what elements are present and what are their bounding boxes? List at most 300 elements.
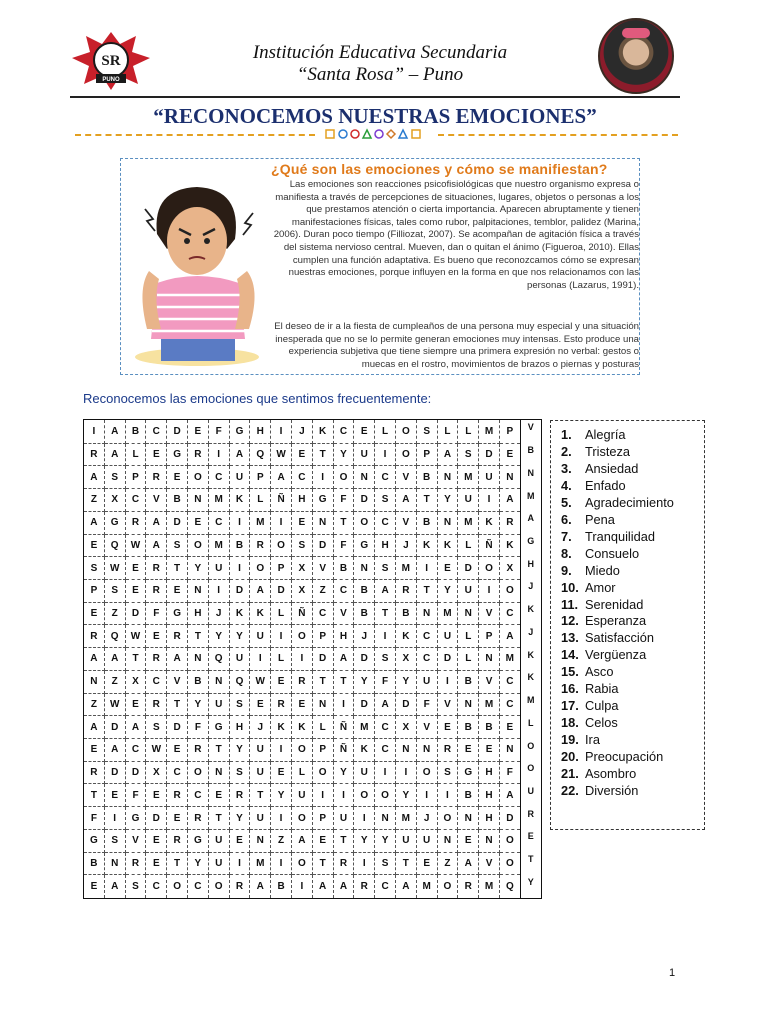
grid-cell[interactable]: Y xyxy=(333,761,354,784)
grid-cell[interactable]: B xyxy=(354,602,375,625)
grid-cell[interactable]: E xyxy=(229,829,250,852)
grid-cell[interactable]: W xyxy=(104,557,125,580)
grid-cell[interactable]: Q xyxy=(499,875,520,899)
grid-cell[interactable]: E xyxy=(84,875,105,899)
grid-cell[interactable]: Ñ xyxy=(479,534,500,557)
grid-cell[interactable]: O xyxy=(479,557,500,580)
grid-cell[interactable]: X xyxy=(395,648,416,671)
grid-cell[interactable]: Q xyxy=(208,648,229,671)
grid-cell[interactable]: L xyxy=(125,443,146,466)
grid-cell[interactable]: J xyxy=(416,807,437,830)
grid-cell[interactable]: N xyxy=(416,602,437,625)
grid-cell[interactable]: K xyxy=(416,534,437,557)
grid-cell[interactable]: N xyxy=(437,829,458,852)
grid-cell[interactable]: E xyxy=(167,807,188,830)
grid-cell[interactable]: B xyxy=(458,670,479,693)
grid-cell[interactable]: I xyxy=(291,648,312,671)
grid-cell[interactable]: X xyxy=(146,761,167,784)
grid-cell[interactable]: K xyxy=(312,420,333,444)
grid-cell[interactable]: Z xyxy=(84,693,105,716)
grid-cell[interactable]: T xyxy=(333,511,354,534)
grid-cell[interactable]: A xyxy=(146,511,167,534)
grid-cell[interactable]: S xyxy=(229,761,250,784)
grid-cell[interactable]: C xyxy=(333,579,354,602)
grid-cell[interactable]: B xyxy=(125,420,146,444)
grid-cell[interactable]: S xyxy=(125,875,146,899)
grid-cell[interactable]: E xyxy=(84,534,105,557)
grid-cell[interactable]: O xyxy=(271,534,292,557)
grid-cell[interactable]: I xyxy=(375,443,396,466)
grid-cell[interactable]: F xyxy=(333,534,354,557)
grid-cell[interactable]: U xyxy=(416,670,437,693)
grid-cell[interactable]: Z xyxy=(271,829,292,852)
grid-cell[interactable]: P xyxy=(499,420,520,444)
grid-cell[interactable]: R xyxy=(229,875,250,899)
grid-cell[interactable]: L xyxy=(312,716,333,739)
grid-cell[interactable]: T xyxy=(395,852,416,875)
grid-cell[interactable]: D xyxy=(354,489,375,512)
grid-cell[interactable]: Z xyxy=(104,670,125,693)
grid-cell[interactable]: N xyxy=(250,829,271,852)
grid-cell[interactable]: V xyxy=(479,852,500,875)
grid-cell[interactable]: A xyxy=(84,511,105,534)
grid-cell[interactable]: R xyxy=(187,443,208,466)
grid-cell[interactable]: M xyxy=(208,489,229,512)
grid-cell[interactable]: E xyxy=(499,716,520,739)
grid-cell[interactable]: E xyxy=(146,829,167,852)
grid-cell[interactable]: O xyxy=(291,852,312,875)
grid-cell[interactable]: A xyxy=(104,648,125,671)
grid-cell[interactable]: H xyxy=(250,420,271,444)
grid-cell[interactable]: M xyxy=(250,511,271,534)
grid-cell[interactable]: A xyxy=(499,625,520,648)
grid-cell[interactable]: E xyxy=(291,511,312,534)
grid-cell[interactable]: I xyxy=(416,557,437,580)
grid-cell[interactable]: Z xyxy=(104,602,125,625)
grid-cell[interactable]: U xyxy=(250,807,271,830)
grid-cell[interactable]: M xyxy=(250,852,271,875)
grid-cell[interactable]: R xyxy=(187,739,208,762)
grid-cell[interactable]: U xyxy=(458,489,479,512)
grid-cell[interactable]: E xyxy=(104,784,125,807)
grid-cell[interactable]: R xyxy=(333,852,354,875)
grid-cell[interactable]: U xyxy=(416,829,437,852)
grid-cell[interactable]: R xyxy=(229,784,250,807)
grid-cell[interactable]: I xyxy=(479,579,500,602)
grid-cell[interactable]: G xyxy=(208,716,229,739)
grid-cell[interactable]: S xyxy=(104,829,125,852)
grid-cell[interactable]: U xyxy=(250,739,271,762)
grid-cell[interactable]: U xyxy=(354,761,375,784)
grid-cell[interactable]: T xyxy=(375,602,396,625)
grid-cell[interactable]: V xyxy=(333,602,354,625)
grid-cell[interactable]: O xyxy=(250,557,271,580)
grid-cell[interactable]: G xyxy=(167,602,188,625)
grid-cell[interactable]: C xyxy=(416,648,437,671)
grid-cell[interactable]: G xyxy=(229,420,250,444)
grid-cell[interactable]: A xyxy=(395,875,416,899)
grid-cell[interactable]: F xyxy=(187,716,208,739)
grid-cell[interactable]: O xyxy=(291,625,312,648)
grid-cell[interactable]: F xyxy=(416,693,437,716)
grid-cell[interactable]: X xyxy=(395,716,416,739)
grid-cell[interactable]: T xyxy=(167,852,188,875)
grid-cell[interactable]: M xyxy=(395,807,416,830)
grid-cell[interactable]: K xyxy=(479,511,500,534)
grid-cell[interactable]: E xyxy=(312,829,333,852)
grid-cell[interactable]: B xyxy=(84,852,105,875)
grid-cell[interactable]: O xyxy=(187,761,208,784)
grid-cell[interactable]: U xyxy=(250,625,271,648)
grid-cell[interactable]: B xyxy=(229,534,250,557)
grid-cell[interactable]: Y xyxy=(437,579,458,602)
grid-cell[interactable]: M xyxy=(208,534,229,557)
grid-cell[interactable]: Y xyxy=(229,625,250,648)
grid-cell[interactable]: Ñ xyxy=(333,739,354,762)
grid-cell[interactable]: C xyxy=(208,511,229,534)
grid-cell[interactable]: I xyxy=(416,784,437,807)
grid-cell[interactable]: I xyxy=(271,807,292,830)
grid-cell[interactable]: I xyxy=(437,784,458,807)
grid-cell[interactable]: M xyxy=(416,875,437,899)
grid-cell[interactable]: H xyxy=(333,625,354,648)
grid-cell[interactable]: I xyxy=(354,852,375,875)
grid-cell[interactable]: M xyxy=(437,602,458,625)
grid-cell[interactable]: C xyxy=(125,739,146,762)
grid-cell[interactable]: U xyxy=(208,557,229,580)
grid-cell[interactable]: I xyxy=(354,807,375,830)
grid-cell[interactable]: A xyxy=(146,534,167,557)
grid-cell[interactable]: D xyxy=(312,648,333,671)
grid-cell[interactable]: Q xyxy=(104,625,125,648)
grid-cell[interactable]: V xyxy=(479,670,500,693)
grid-cell[interactable]: S xyxy=(416,420,437,444)
grid-cell[interactable]: O xyxy=(208,875,229,899)
grid-cell[interactable]: F xyxy=(375,670,396,693)
grid-cell[interactable]: C xyxy=(499,693,520,716)
grid-cell[interactable]: A xyxy=(167,648,188,671)
grid-cell[interactable]: M xyxy=(479,875,500,899)
grid-cell[interactable]: I xyxy=(437,670,458,693)
grid-cell[interactable]: E xyxy=(416,852,437,875)
grid-cell[interactable]: E xyxy=(125,557,146,580)
grid-cell[interactable]: J xyxy=(208,602,229,625)
grid-cell[interactable]: J xyxy=(354,625,375,648)
grid-cell[interactable]: D xyxy=(167,511,188,534)
grid-cell[interactable]: W xyxy=(125,534,146,557)
grid-cell[interactable]: K xyxy=(437,534,458,557)
grid-cell[interactable]: B xyxy=(416,511,437,534)
grid-cell[interactable]: C xyxy=(499,670,520,693)
grid-cell[interactable]: C xyxy=(375,716,396,739)
grid-cell[interactable]: C xyxy=(333,420,354,444)
grid-cell[interactable]: A xyxy=(104,443,125,466)
grid-cell[interactable]: B xyxy=(458,784,479,807)
grid-cell[interactable]: T xyxy=(208,739,229,762)
grid-cell[interactable]: A xyxy=(104,739,125,762)
grid-cell[interactable]: I xyxy=(208,579,229,602)
grid-cell[interactable]: N xyxy=(208,670,229,693)
grid-cell[interactable]: C xyxy=(416,625,437,648)
grid-cell[interactable]: T xyxy=(167,693,188,716)
grid-cell[interactable]: J xyxy=(250,716,271,739)
grid-cell[interactable]: D xyxy=(125,761,146,784)
grid-cell[interactable]: A xyxy=(104,875,125,899)
grid-cell[interactable]: Z xyxy=(312,579,333,602)
grid-cell[interactable]: N xyxy=(354,557,375,580)
grid-cell[interactable]: V xyxy=(146,489,167,512)
grid-cell[interactable]: A xyxy=(375,579,396,602)
grid-cell[interactable]: L xyxy=(458,648,479,671)
grid-cell[interactable]: D xyxy=(229,579,250,602)
grid-cell[interactable]: E xyxy=(250,693,271,716)
grid-cell[interactable]: H xyxy=(479,761,500,784)
grid-cell[interactable]: N xyxy=(437,511,458,534)
grid-cell[interactable]: D xyxy=(167,420,188,444)
grid-cell[interactable]: T xyxy=(125,648,146,671)
grid-cell[interactable]: V xyxy=(479,602,500,625)
grid-cell[interactable]: D xyxy=(499,807,520,830)
grid-cell[interactable]: W xyxy=(125,625,146,648)
grid-cell[interactable]: I xyxy=(271,739,292,762)
grid-cell[interactable]: U xyxy=(229,648,250,671)
grid-cell[interactable]: A xyxy=(84,716,105,739)
grid-cell[interactable]: A xyxy=(104,420,125,444)
grid-cell[interactable]: S xyxy=(291,534,312,557)
grid-cell[interactable]: O xyxy=(354,511,375,534)
grid-cell[interactable]: R xyxy=(395,579,416,602)
grid-cell[interactable]: H xyxy=(187,602,208,625)
grid-cell[interactable]: P xyxy=(84,579,105,602)
grid-cell[interactable]: X xyxy=(125,670,146,693)
grid-cell[interactable]: O xyxy=(437,807,458,830)
grid-cell[interactable]: L xyxy=(250,489,271,512)
grid-cell[interactable]: B xyxy=(395,602,416,625)
grid-cell[interactable]: T xyxy=(312,852,333,875)
grid-cell[interactable]: T xyxy=(208,807,229,830)
grid-cell[interactable]: N xyxy=(437,466,458,489)
grid-cell[interactable]: B xyxy=(416,466,437,489)
grid-cell[interactable]: R xyxy=(167,784,188,807)
grid-cell[interactable]: G xyxy=(187,829,208,852)
grid-cell[interactable]: N xyxy=(104,852,125,875)
grid-cell[interactable]: S xyxy=(375,648,396,671)
grid-cell[interactable]: A xyxy=(437,443,458,466)
grid-cell[interactable]: D xyxy=(479,443,500,466)
grid-cell[interactable]: X xyxy=(291,557,312,580)
grid-cell[interactable]: N xyxy=(479,648,500,671)
grid-cell[interactable]: E xyxy=(437,716,458,739)
grid-cell[interactable]: U xyxy=(291,784,312,807)
grid-cell[interactable]: E xyxy=(125,579,146,602)
grid-cell[interactable]: R xyxy=(146,693,167,716)
grid-cell[interactable]: N xyxy=(187,579,208,602)
grid-cell[interactable]: P xyxy=(416,443,437,466)
grid-cell[interactable]: L xyxy=(291,761,312,784)
grid-cell[interactable]: M xyxy=(479,693,500,716)
grid-cell[interactable]: K xyxy=(229,602,250,625)
grid-cell[interactable]: G xyxy=(84,829,105,852)
grid-cell[interactable]: D xyxy=(312,534,333,557)
grid-cell[interactable]: I xyxy=(208,443,229,466)
grid-cell[interactable]: V xyxy=(437,693,458,716)
grid-cell[interactable]: O xyxy=(395,420,416,444)
grid-cell[interactable]: E xyxy=(187,511,208,534)
grid-cell[interactable]: I xyxy=(271,420,292,444)
grid-cell[interactable]: A xyxy=(271,466,292,489)
grid-cell[interactable]: K xyxy=(354,739,375,762)
grid-cell[interactable]: B xyxy=(187,670,208,693)
grid-cell[interactable]: D xyxy=(458,557,479,580)
grid-cell[interactable]: M xyxy=(458,511,479,534)
grid-cell[interactable]: C xyxy=(125,489,146,512)
grid-cell[interactable]: O xyxy=(291,739,312,762)
grid-cell[interactable]: I xyxy=(84,420,105,444)
grid-cell[interactable]: Y xyxy=(271,784,292,807)
grid-cell[interactable]: T xyxy=(250,784,271,807)
grid-cell[interactable]: C xyxy=(375,511,396,534)
grid-cell[interactable]: B xyxy=(271,875,292,899)
grid-cell[interactable]: R xyxy=(291,670,312,693)
grid-cell[interactable]: I xyxy=(395,761,416,784)
grid-cell[interactable]: I xyxy=(479,489,500,512)
grid-cell[interactable]: S xyxy=(104,466,125,489)
grid-cell[interactable]: Y xyxy=(187,557,208,580)
grid-cell[interactable]: O xyxy=(187,534,208,557)
grid-cell[interactable]: E xyxy=(146,625,167,648)
grid-cell[interactable]: F xyxy=(84,807,105,830)
grid-cell[interactable]: I xyxy=(375,761,396,784)
grid-cell[interactable]: T xyxy=(187,625,208,648)
grid-cell[interactable]: D xyxy=(354,693,375,716)
grid-cell[interactable]: H xyxy=(229,716,250,739)
grid-cell[interactable]: I xyxy=(271,852,292,875)
grid-cell[interactable]: R xyxy=(125,852,146,875)
grid-cell[interactable]: A xyxy=(333,875,354,899)
grid-cell[interactable]: K xyxy=(395,625,416,648)
grid-cell[interactable]: O xyxy=(333,466,354,489)
grid-cell[interactable]: O xyxy=(291,807,312,830)
grid-cell[interactable]: I xyxy=(375,625,396,648)
grid-cell[interactable]: N xyxy=(479,829,500,852)
grid-cell[interactable]: S xyxy=(375,852,396,875)
grid-cell[interactable]: E xyxy=(167,466,188,489)
grid-cell[interactable]: E xyxy=(291,443,312,466)
grid-cell[interactable]: R xyxy=(84,761,105,784)
grid-cell[interactable]: C xyxy=(291,466,312,489)
grid-cell[interactable]: N xyxy=(312,511,333,534)
grid-cell[interactable]: E xyxy=(146,443,167,466)
grid-cell[interactable]: N xyxy=(458,807,479,830)
grid-cell[interactable]: A xyxy=(333,648,354,671)
grid-cell[interactable]: T xyxy=(416,579,437,602)
grid-cell[interactable]: F xyxy=(499,761,520,784)
grid-cell[interactable]: N xyxy=(187,648,208,671)
grid-cell[interactable]: M xyxy=(479,420,500,444)
grid-cell[interactable]: E xyxy=(479,739,500,762)
grid-cell[interactable]: C xyxy=(499,602,520,625)
grid-cell[interactable]: V xyxy=(312,557,333,580)
grid-cell[interactable]: Y xyxy=(229,807,250,830)
grid-cell[interactable]: W xyxy=(250,670,271,693)
grid-cell[interactable]: V xyxy=(125,829,146,852)
grid-cell[interactable]: O xyxy=(499,852,520,875)
grid-cell[interactable]: L xyxy=(458,625,479,648)
grid-cell[interactable]: R xyxy=(250,534,271,557)
grid-cell[interactable]: V xyxy=(416,716,437,739)
grid-cell[interactable]: D xyxy=(104,716,125,739)
grid-cell[interactable]: N xyxy=(187,489,208,512)
grid-cell[interactable]: I xyxy=(333,784,354,807)
grid-cell[interactable]: C xyxy=(167,761,188,784)
grid-cell[interactable]: X xyxy=(499,557,520,580)
grid-cell[interactable]: N xyxy=(375,807,396,830)
grid-cell[interactable]: I xyxy=(250,648,271,671)
grid-cell[interactable]: Ñ xyxy=(271,489,292,512)
grid-cell[interactable]: P xyxy=(312,807,333,830)
grid-cell[interactable]: E xyxy=(187,420,208,444)
grid-cell[interactable]: J xyxy=(291,420,312,444)
grid-cell[interactable]: S xyxy=(167,534,188,557)
grid-cell[interactable]: I xyxy=(291,875,312,899)
grid-cell[interactable]: O xyxy=(437,875,458,899)
grid-cell[interactable]: I xyxy=(271,625,292,648)
grid-cell[interactable]: Y xyxy=(437,489,458,512)
grid-cell[interactable]: N xyxy=(499,739,520,762)
grid-cell[interactable]: O xyxy=(416,761,437,784)
grid-cell[interactable]: R xyxy=(146,466,167,489)
grid-cell[interactable]: A xyxy=(291,829,312,852)
grid-cell[interactable]: C xyxy=(146,875,167,899)
grid-cell[interactable]: D xyxy=(104,761,125,784)
grid-cell[interactable]: Ñ xyxy=(333,716,354,739)
grid-cell[interactable]: H xyxy=(375,534,396,557)
grid-cell[interactable]: X xyxy=(291,579,312,602)
grid-cell[interactable]: Y xyxy=(208,625,229,648)
grid-cell[interactable]: P xyxy=(312,739,333,762)
grid-cell[interactable]: N xyxy=(395,739,416,762)
grid-cell[interactable]: G xyxy=(458,761,479,784)
grid-cell[interactable]: K xyxy=(250,602,271,625)
grid-cell[interactable]: Q xyxy=(250,443,271,466)
grid-cell[interactable]: R xyxy=(146,557,167,580)
grid-cell[interactable]: S xyxy=(458,443,479,466)
grid-cell[interactable]: S xyxy=(375,489,396,512)
grid-cell[interactable]: C xyxy=(187,784,208,807)
grid-cell[interactable]: M xyxy=(499,648,520,671)
grid-cell[interactable]: S xyxy=(375,557,396,580)
grid-cell[interactable]: T xyxy=(333,670,354,693)
grid-cell[interactable]: B xyxy=(167,489,188,512)
grid-cell[interactable]: A xyxy=(458,852,479,875)
grid-cell[interactable]: F xyxy=(208,420,229,444)
grid-cell[interactable]: K xyxy=(291,716,312,739)
grid-cell[interactable]: A xyxy=(375,693,396,716)
grid-cell[interactable]: P xyxy=(125,466,146,489)
grid-cell[interactable]: K xyxy=(271,716,292,739)
grid-cell[interactable]: T xyxy=(167,557,188,580)
grid-cell[interactable]: T xyxy=(312,670,333,693)
grid-cell[interactable]: A xyxy=(395,489,416,512)
grid-cell[interactable]: R xyxy=(84,625,105,648)
grid-cell[interactable]: E xyxy=(437,557,458,580)
grid-cell[interactable]: L xyxy=(458,420,479,444)
grid-cell[interactable]: E xyxy=(458,739,479,762)
grid-cell[interactable]: V xyxy=(395,511,416,534)
grid-cell[interactable]: Q xyxy=(229,670,250,693)
grid-cell[interactable]: H xyxy=(479,784,500,807)
grid-cell[interactable]: R xyxy=(187,807,208,830)
